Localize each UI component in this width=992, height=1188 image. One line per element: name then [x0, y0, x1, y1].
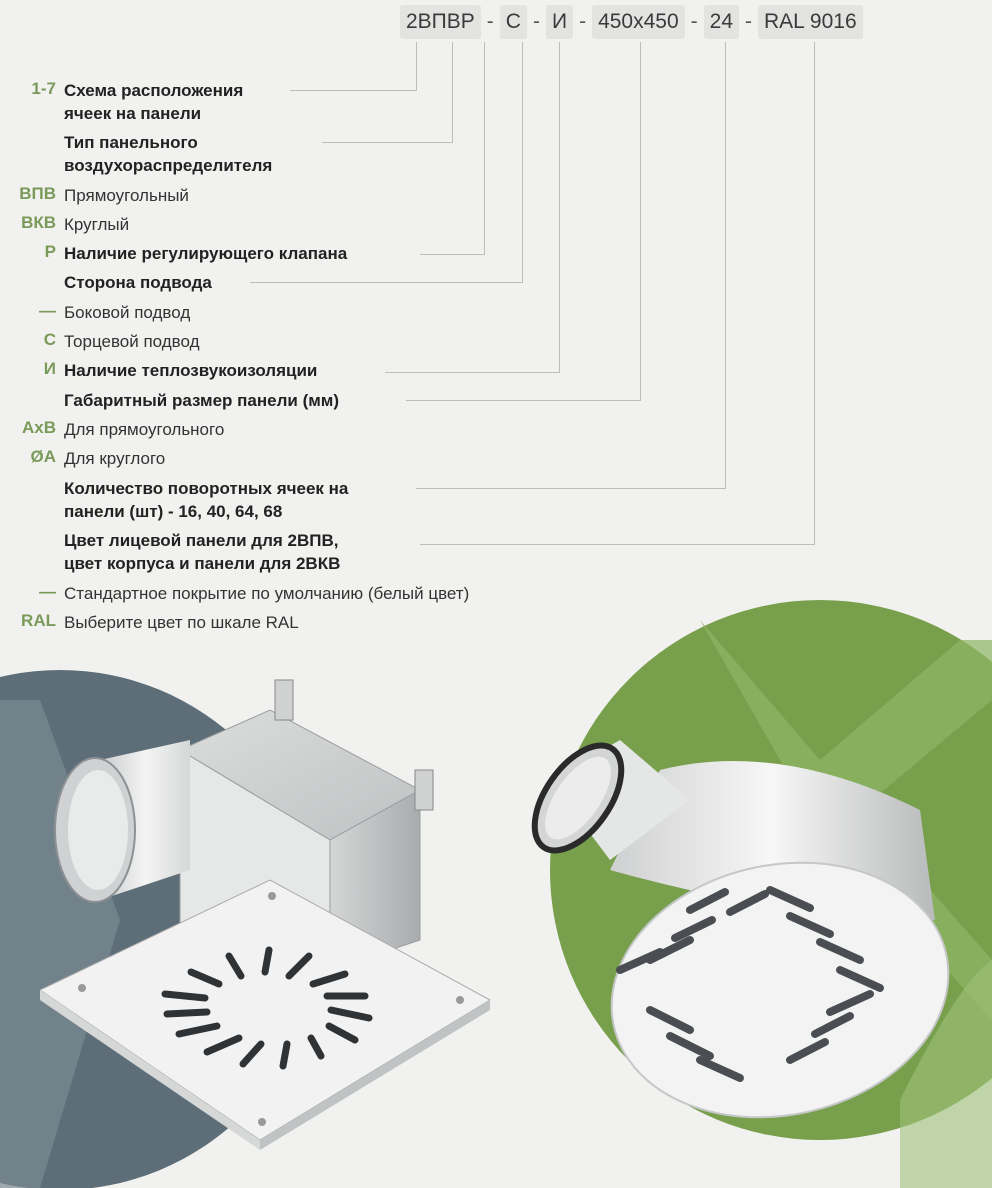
code-segment-insulation: И	[546, 5, 573, 39]
leader-line	[420, 544, 815, 545]
leader-line	[250, 282, 523, 283]
leader-line	[725, 42, 726, 488]
legend-text: Цвет лицевой панели для 2ВПВ, цвет корпуса и панели для 2ВКВ	[64, 531, 341, 573]
leader-line	[522, 42, 523, 282]
legend-code: С	[43, 330, 56, 349]
square-ceiling-diffuser-image	[40, 670, 540, 1170]
code-segment-side: С	[500, 5, 527, 39]
legend-code: И	[43, 359, 56, 378]
code-segment-color: RAL 9016	[758, 5, 863, 39]
legend-text: Круглый	[64, 215, 130, 234]
leader-line	[322, 142, 453, 143]
legend-code: 1-7	[31, 79, 56, 98]
legend-text: Выберите цвет по шкале RAL	[64, 613, 299, 632]
legend-code: АхВ	[21, 418, 56, 437]
product-code: 2ВПВР - С - И - 450х450 - 24 - RAL 9016	[400, 4, 863, 40]
leader-line	[385, 372, 560, 373]
legend-code: —	[39, 301, 56, 320]
legend-text: Схема расположения ячеек на панели	[64, 81, 244, 123]
legend-text: Торцевой подвод	[64, 332, 200, 351]
leader-line	[452, 42, 453, 142]
legend-code: RAL	[21, 611, 56, 630]
legend-text: Стандартное покрытие по умолчанию (белый цвет)	[64, 584, 470, 603]
leader-line	[290, 90, 417, 91]
leader-line	[416, 42, 417, 90]
legend-code: —	[39, 582, 56, 601]
legend-text: Сторона подвода	[64, 273, 212, 292]
code-segment-size: 450х450	[592, 5, 685, 39]
legend-code: Р	[44, 242, 56, 261]
legend-text: Наличие регулирующего клапана	[64, 244, 348, 263]
leader-line	[406, 400, 641, 401]
legend-text: Наличие теплозвукоизоляции	[64, 361, 318, 380]
code-segment-type: 2ВПВР	[400, 5, 481, 39]
legend-code: ВПВ	[19, 184, 56, 203]
legend-text: Для круглого	[64, 449, 166, 468]
legend-code: ØА	[30, 447, 56, 466]
legend-text: Тип панельного воздухораспределителя	[64, 133, 273, 175]
code-segment-cells: 24	[704, 5, 739, 39]
leader-line	[640, 42, 641, 400]
leader-line	[420, 254, 485, 255]
legend-text: Количество поворотных ячеек на панели (шт) - 16, 40, 64, 68	[64, 479, 349, 521]
legend-text: Боковой подвод	[64, 303, 191, 322]
leader-line	[814, 42, 815, 544]
legend-code: ВКВ	[21, 213, 56, 232]
leader-line	[559, 42, 560, 372]
leader-line	[416, 488, 726, 489]
legend-text: Габаритный размер панели (мм)	[64, 391, 340, 410]
legend-text: Прямоугольный	[64, 186, 189, 205]
legend-text: Для прямоугольного	[64, 420, 225, 439]
round-ceiling-diffuser-image	[530, 720, 950, 1120]
leader-line	[484, 42, 485, 254]
